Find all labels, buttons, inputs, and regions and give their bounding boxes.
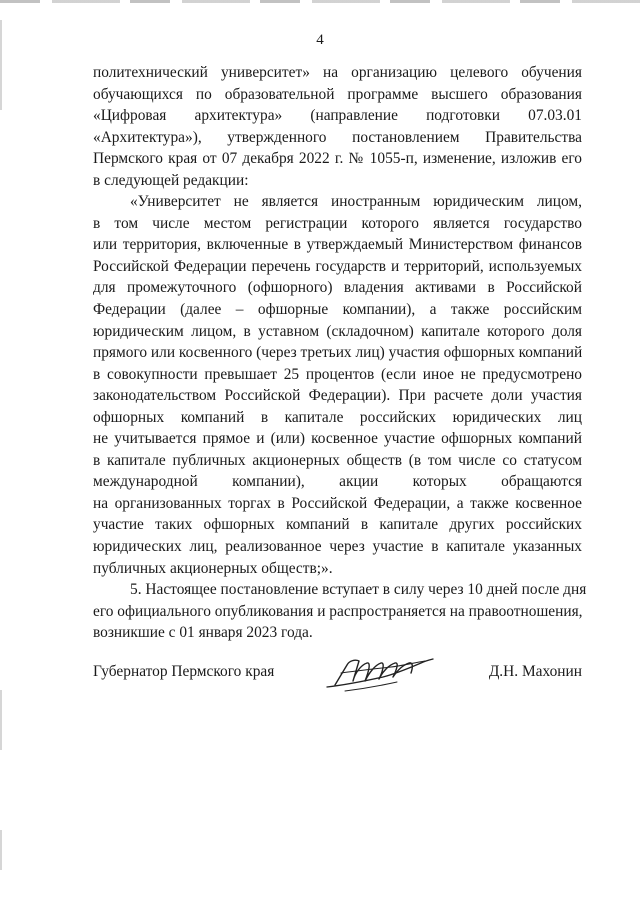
text-line: прямого или косвенного (через третьих лиц) участия офшорных компаний — [93, 344, 583, 362]
text-line: на организованных торгах в Российской Федерации, а также косвенное — [93, 494, 582, 512]
text-line: «Цифровая архитектура» (направление подготовки 07.03.01 — [93, 107, 582, 125]
scan-edge-top — [0, 0, 640, 3]
signature-block — [93, 663, 582, 693]
text-line: в совокупности превышает 25 процентов (если иное не предусмотрено — [93, 365, 582, 383]
text-line: политехнический университет» на организацию целевого обучения — [93, 64, 582, 81]
text-line: или территория, включенные в утверждаемый Министерством финансов — [93, 236, 582, 254]
text-line: для промежуточного (офшорного) владения активами в Российской — [93, 279, 582, 297]
text-line: «Архитектура»), утвержденного постановлением Правительства — [93, 128, 582, 146]
page-number: 4 — [316, 32, 324, 48]
text-line: 5. Настоящее постановление вступает в силу через 10 дней после дня — [130, 581, 587, 599]
scan-edge-left — [0, 830, 2, 870]
scan-edge-left — [0, 690, 2, 750]
handwritten-signature — [325, 651, 435, 695]
text-line: Российской Федерации перечень государств и территорий, используемых — [93, 257, 582, 275]
text-line: юридическим лицом, в уставном (складочном) капитале которого доля — [93, 322, 582, 340]
text-line: в капитале публичных акционерных обществ (в том числе со статусом — [93, 451, 582, 469]
text-line: в том числе местом регистрации которого является государство — [93, 214, 582, 232]
signatory-title: Губернатор Пермского края — [93, 663, 275, 680]
text-line: Федерации (далее – офшорные компании), а также российским — [93, 301, 582, 319]
text-line: публичных акционерных обществ;». — [93, 559, 333, 577]
document-body — [93, 62, 587, 644]
text-line: «Университет не является иностранным юридическим лицом, — [130, 193, 582, 211]
text-line: в следующей редакции: — [93, 171, 249, 189]
signatory-name: Д.Н. Махонин — [488, 663, 582, 680]
text-line: обучающихся по образовательной программе высшего образования — [93, 85, 582, 103]
text-line: юридических лиц, реализованное через участие в капитале указанных — [93, 538, 582, 556]
text-line: участие таких офшорных компаний в капитале других российских — [93, 516, 582, 534]
text-line: офшорных компаний в капитале российских юридических лиц — [93, 408, 582, 426]
text-line: не учитывается прямое и (или) косвенное участие офшорных компаний — [93, 430, 582, 448]
text-line: Пермского края от 07 декабря 2022 г. № 1055-п, изменение, изложив его — [93, 150, 582, 168]
text-line: его официального опубликования и распространяется на правоотношения, — [93, 602, 583, 620]
text-line: законодательством Российской Федерации). При расчете доли участия — [93, 387, 582, 405]
text-line: возникшие с 01 января 2023 года. — [93, 624, 313, 642]
text-line: международной компании), акции которых обращаются — [93, 473, 582, 491]
